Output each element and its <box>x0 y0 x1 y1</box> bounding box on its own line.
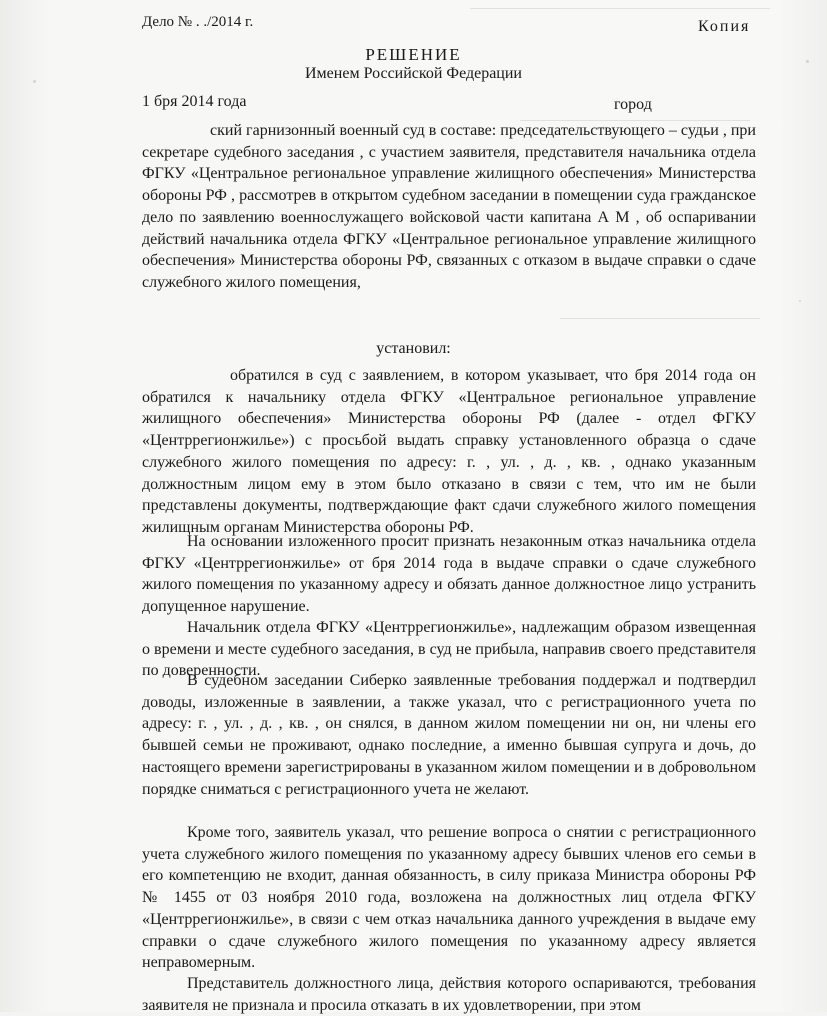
section-heading: установил: <box>376 340 451 357</box>
document-subtitle: Именем Российской Федерации <box>305 65 522 82</box>
intro-paragraph: ский гарнизонный военный суд в составе: председательствующего – судьи , при секретаре судебного заседания , с участием заявителя, представителя начальника отдела ФГКУ «Центральное региональное управление жилищного обеспечения» Министерства обороны РФ , рассмотрев в открытом судебном заседании в помещении суда гражданское дело по заявлению военнослужащего войсковой части капитана А М , об оспаривании действий начальника отдела ФГКУ «Центральное региональное управление жилищного обеспечения» Министерства обороны РФ, связанных с отказом в выдаче справки о сдаче служебного жилого помещения, <box>142 122 756 291</box>
scan-speck <box>799 300 801 302</box>
body-paragraph-6: Представитель должностного лица, действия которого оспариваются, требования заявителя не признала и просила отказать в их удовлетворении, при этом <box>142 975 756 1014</box>
case-number: Дело № . ./2014 г. <box>142 14 254 30</box>
copy-mark: Копия <box>698 18 751 35</box>
body-paragraph-4: В судебном заседании Сиберко заявленные требования поддержал и подтвердил доводы, изложенные в заявлении, а также указал, что с регистрационного учета по адресу: г. , ул. , д. , кв. , он снялся, в данном жилом помещении ни он, ни члены его бывшей семьи не проживают, однако последние, а именно бывшая супруга и дочь, до настоящего времени зарегистрированы в указанном жилом помещении и в добровольном порядке сниматься с регистрационного учета не желают. <box>142 672 756 798</box>
body-paragraph-2: На основании изложенного просит признать незаконным отказ начальника отдела ФГКУ «Центррегионжилье» от бря 2014 года в выдаче справки о сдаче служебного жилого помещения по указанному адресу и обязать данное должностное лицо устранить допущенное нарушение. <box>142 533 756 616</box>
scan-artifact <box>470 8 770 9</box>
scan-artifact <box>560 318 760 319</box>
body-paragraph-1: обратился в суд с заявлением, в котором указывает, что бря 2014 года он обратился к начальнику отдела ФГКУ «Центральное региональное управление жилищного обеспечения» Министерства обороны РФ (далее - отдел ФГКУ «Центррегионжилье») с просьбой выдать справку установленного образца о сдаче служебного жилого помещения по адресу: г. , ул. , д. , кв. , однако указанным должностным лицом ему в этом было отказано в связи с тем, что им не были представлены документы, подтверждающие факт сдачи служебного жилого помещения жилищным органам Министерства обороны РФ. <box>142 367 756 536</box>
decision-city: город <box>614 96 652 113</box>
body-paragraph-5: Кроме того, заявитель указал, что решение вопроса о снятии с регистрационного учета служебного жилого помещения по указанному адресу бывших членов его семьи в его компетенцию не входит, данная обязанность, в силу приказа Министра обороны РФ № 1455 от 03 ноября 2010 года, возложена на должностных лиц отдела ФГКУ «Центррегионжилье», в связи с чем отказ начальника данного учреждения в выдаче ему справки о сдаче служебного жилого помещения по указанному адресу является неправомерным. <box>142 824 756 972</box>
decision-date: 1 бря 2014 года <box>142 93 247 110</box>
body-paragraph-3: Начальник отдела ФГКУ «Центррегионжилье», надлежащим образом извещенная о времени и месте судебного заседания, в суд не прибыла, направив своего представителя по доверенности. <box>142 619 756 680</box>
document-title: РЕШЕНИЕ <box>365 45 462 64</box>
